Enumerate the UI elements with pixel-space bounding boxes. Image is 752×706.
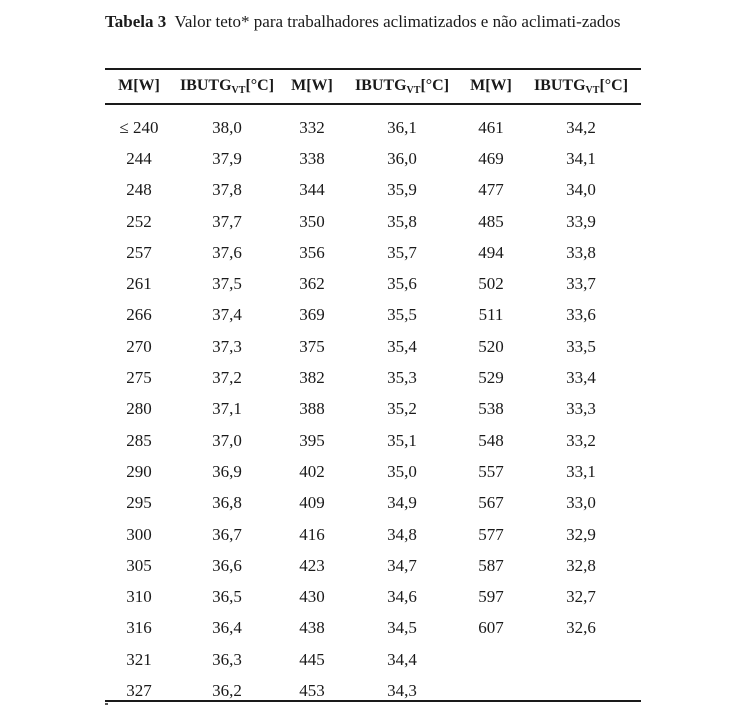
table-cell: ≤ 240 <box>119 117 159 137</box>
header-ibutg-1: $IBUTG_{VT}[^\circ C]$ <box>179 76 275 96</box>
table-cell: 395 <box>299 430 325 450</box>
table-cell: 461 <box>478 117 504 137</box>
table-cell: 34,4 <box>387 649 417 669</box>
table-cell: 35,5 <box>387 305 417 325</box>
table-cell: 316 <box>126 618 152 638</box>
table-row <box>105 581 641 612</box>
table-row <box>105 644 641 675</box>
table-cell: 36,1 <box>387 117 417 137</box>
table-row <box>105 331 641 362</box>
table-cell: 321 <box>126 649 152 669</box>
table-row <box>105 206 641 237</box>
table-cell: 37,6 <box>212 242 242 262</box>
table-cell: 350 <box>299 211 325 231</box>
table-cell: 332 <box>299 117 325 137</box>
table-cell: 244 <box>126 148 152 168</box>
table-cell: 567 <box>478 493 504 513</box>
table-cell: 34,1 <box>566 148 596 168</box>
table-cell: 33,1 <box>566 461 596 481</box>
table-cell: 252 <box>126 211 152 231</box>
table-cell: 477 <box>478 180 504 200</box>
table-cell: 35,9 <box>387 180 417 200</box>
table-cell: 36,9 <box>212 461 242 481</box>
table-row <box>105 143 641 174</box>
table-cell: 34,3 <box>387 680 417 700</box>
table-cell: 607 <box>478 618 504 638</box>
table-cell: 35,7 <box>387 242 417 262</box>
table-cell: 285 <box>126 430 152 450</box>
table-cell: 37,8 <box>212 180 242 200</box>
table-cell: 34,8 <box>387 524 417 544</box>
table-cell: 33,2 <box>566 430 596 450</box>
table-cell: 469 <box>478 148 504 168</box>
table-cell: 38,0 <box>212 117 242 137</box>
footnote-marker <box>105 703 108 705</box>
table-cell: 388 <box>299 399 325 419</box>
table-cell: 33,3 <box>566 399 596 419</box>
table-row <box>105 237 641 268</box>
table-cell: 35,1 <box>387 430 417 450</box>
table-cell: 33,9 <box>566 211 596 231</box>
table-cell: 33,6 <box>566 305 596 325</box>
table-cell: 402 <box>299 461 325 481</box>
table-cell: 266 <box>126 305 152 325</box>
table-row <box>105 675 641 706</box>
table-cell: 34,6 <box>387 587 417 607</box>
header-ibutg-2: $IBUTG_{VT}[^\circ C]$ <box>354 76 450 96</box>
table-cell: 37,3 <box>212 336 242 356</box>
table-row <box>105 519 641 550</box>
table-cell: 494 <box>478 242 504 262</box>
table-row <box>105 425 641 456</box>
table-cell: 548 <box>478 430 504 450</box>
table-cell: 32,8 <box>566 555 596 575</box>
table-row <box>105 300 641 331</box>
header-m-1: M[W] <box>118 77 160 94</box>
table-cell: 36,5 <box>212 587 242 607</box>
table-cell: 290 <box>126 461 152 481</box>
table-cell: 538 <box>478 399 504 419</box>
table-cell: 416 <box>299 524 325 544</box>
table-cell: 327 <box>126 680 152 700</box>
table-cell: 423 <box>299 555 325 575</box>
table-cell: 36,4 <box>212 618 242 638</box>
table-row <box>105 362 641 393</box>
table-cell: 37,1 <box>212 399 242 419</box>
table-cell: 344 <box>299 180 325 200</box>
table-cell: 557 <box>478 461 504 481</box>
table-caption-label: Tabela 3 <box>105 12 167 31</box>
table-cell: 270 <box>126 336 152 356</box>
table-cell: 295 <box>126 493 152 513</box>
table-cell: 37,2 <box>212 368 242 388</box>
table-cell: 33,5 <box>566 336 596 356</box>
table-cell: 280 <box>126 399 152 419</box>
table-cell: 35,0 <box>387 461 417 481</box>
table-cell: 37,5 <box>212 274 242 294</box>
table-cell: 36,6 <box>212 555 242 575</box>
table-cell: 520 <box>478 336 504 356</box>
table-cell: 310 <box>126 587 152 607</box>
table-cell: 375 <box>299 336 325 356</box>
table-cell: 32,7 <box>566 587 596 607</box>
table-cell: 511 <box>478 305 504 325</box>
table-cell: 33,7 <box>566 274 596 294</box>
table-cell: 587 <box>478 555 504 575</box>
header-m-2: M[W] <box>291 77 333 94</box>
table-cell: 36,0 <box>387 148 417 168</box>
table-cell: 529 <box>478 368 504 388</box>
table-cell: 577 <box>478 524 504 544</box>
table-cell: 300 <box>126 524 152 544</box>
table-cell: 34,9 <box>387 493 417 513</box>
table-cell: 453 <box>299 680 325 700</box>
table-cell <box>521 675 641 706</box>
table-cell: 34,7 <box>387 555 417 575</box>
table-row <box>105 613 641 644</box>
table-cell <box>521 644 641 675</box>
table-cell: 338 <box>299 148 325 168</box>
table-row <box>105 550 641 581</box>
table-cell: 37,7 <box>212 211 242 231</box>
table-cell: 485 <box>478 211 504 231</box>
table-cell: 248 <box>126 180 152 200</box>
table-cell: 35,8 <box>387 211 417 231</box>
table-cell: 37,4 <box>212 305 242 325</box>
table-cell: 597 <box>478 587 504 607</box>
table-cell: 33,0 <box>566 493 596 513</box>
table-cell: 37,9 <box>212 148 242 168</box>
table-cell: 356 <box>299 242 325 262</box>
table-cell: 369 <box>299 305 325 325</box>
table-cell: 34,2 <box>566 117 596 137</box>
table-cell: 32,9 <box>566 524 596 544</box>
table-cell: 36,2 <box>212 680 242 700</box>
table-cell: 502 <box>478 274 504 294</box>
table-cell: 36,3 <box>212 649 242 669</box>
table-row <box>105 488 641 519</box>
data-table <box>105 68 641 706</box>
table-caption <box>105 10 645 34</box>
table-cell <box>461 675 521 706</box>
table-cell: 35,2 <box>387 399 417 419</box>
table-cell: 36,8 <box>212 493 242 513</box>
table-cell: 445 <box>299 649 325 669</box>
table-cell: 37,0 <box>212 430 242 450</box>
header-row <box>105 68 641 104</box>
table-row <box>105 175 641 206</box>
table-row <box>105 394 641 425</box>
table-cell: 35,4 <box>387 336 417 356</box>
table-cell: 275 <box>126 368 152 388</box>
table-cell: 36,7 <box>212 524 242 544</box>
table-body <box>105 104 641 706</box>
table-cell: 33,8 <box>566 242 596 262</box>
table-cell: 382 <box>299 368 325 388</box>
table-cell: 362 <box>299 274 325 294</box>
table-cell: 33,4 <box>566 368 596 388</box>
header-ibutg-3: $IBUTG_{VT}[^\circ C]$ <box>533 76 629 96</box>
table-cell: 35,3 <box>387 368 417 388</box>
table-cell: 34,5 <box>387 618 417 638</box>
table-row <box>105 268 641 299</box>
table-cell: 257 <box>126 242 152 262</box>
table-cell: 438 <box>299 618 325 638</box>
table-cell: 430 <box>299 587 325 607</box>
table-cell: 32,6 <box>566 618 596 638</box>
table-cell: 34,0 <box>566 180 596 200</box>
table-cell: 305 <box>126 555 152 575</box>
table-cell <box>461 644 521 675</box>
table-cell: 261 <box>126 274 152 294</box>
table-cell: 409 <box>299 493 325 513</box>
table-cell: 35,6 <box>387 274 417 294</box>
table-row <box>105 456 641 487</box>
table-row <box>105 104 641 143</box>
table-caption-text: Valor teto* para trabalhadores aclimatizados e não aclimati-zados <box>174 12 621 31</box>
header-m-3: M[W] <box>470 77 512 94</box>
